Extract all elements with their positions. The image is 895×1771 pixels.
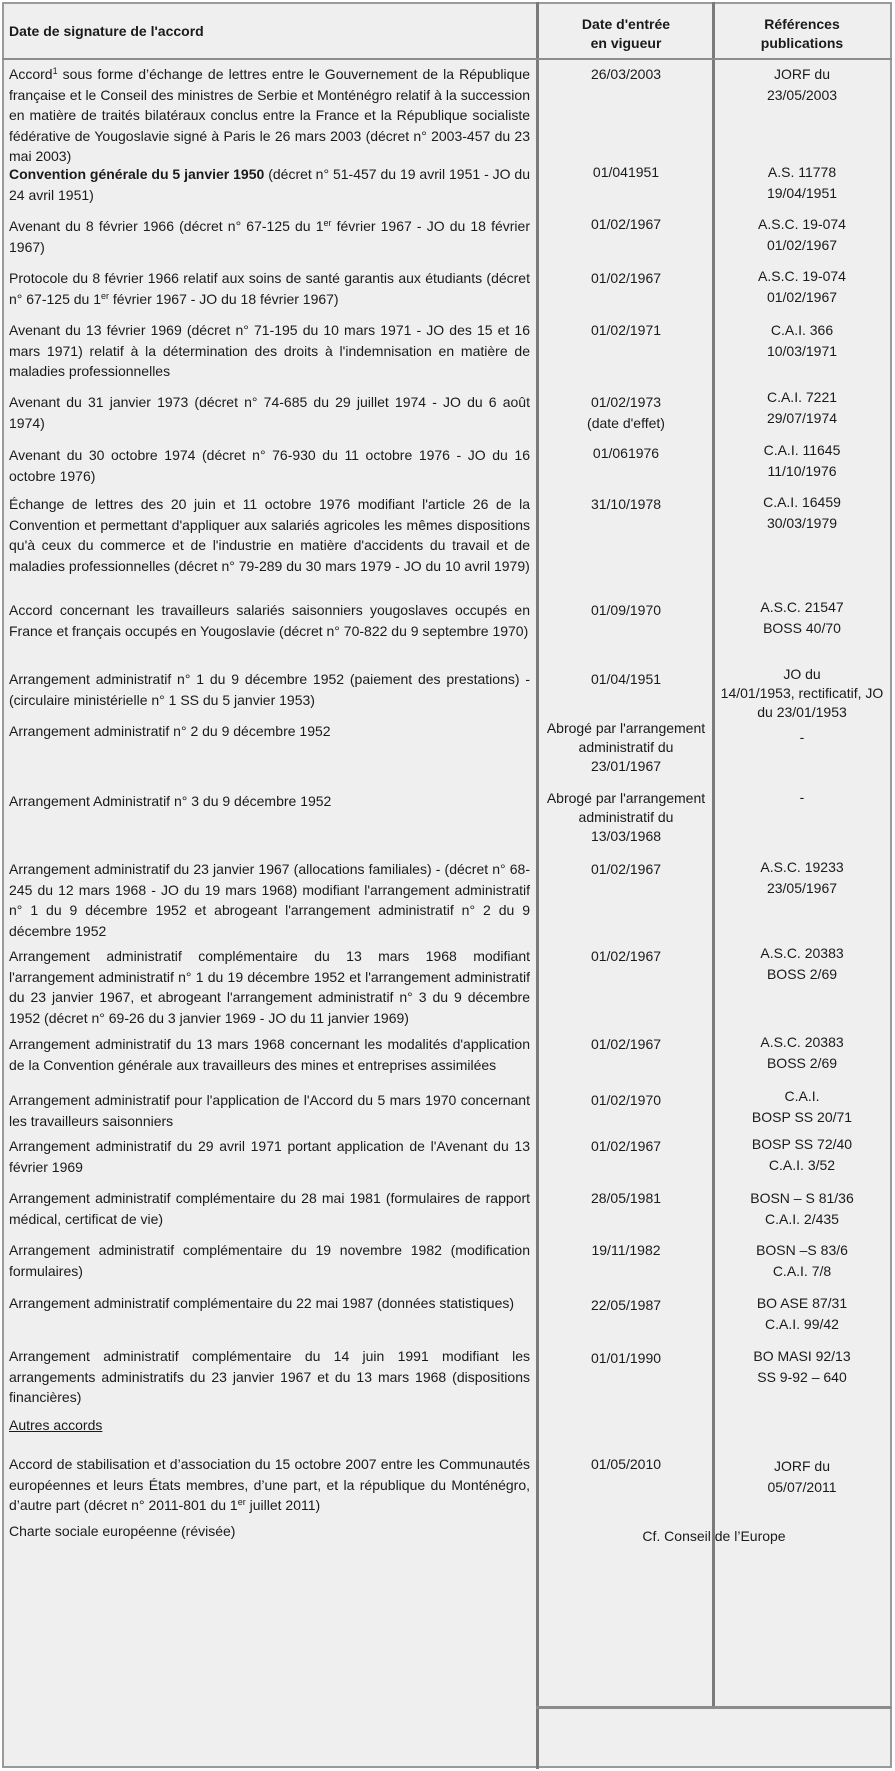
publication-ref: BOSP SS 72/40 C.A.I. 3/52	[751, 1136, 853, 1173]
entry-date: 01/02/1967	[590, 216, 662, 232]
publication-ref: BOSN –S 83/6 C.A.I. 7/8	[756, 1242, 848, 1279]
entry-date: 01/05/2010	[590, 1456, 662, 1472]
entry-date: 01/02/1973 (date d'effet)	[587, 394, 665, 431]
entry-date: 28/05/1981	[590, 1190, 662, 1206]
council-of-europe-ref: Cf. Conseil de l’Europe	[642, 1528, 786, 1544]
table-row: Convention générale du 5 janvier 1950 (décret n° 51-457 du 19 avril 1951 - JO du 24 avril 1951)	[9, 166, 531, 203]
entry-date: 01/01/1990	[590, 1350, 662, 1366]
entry-date: 26/03/2003	[590, 66, 662, 82]
row-divider	[536, 1706, 892, 1709]
publication-ref: BOSN – S 81/36 C.A.I. 2/435	[750, 1190, 854, 1227]
table-row: Arrangement administratif complémentaire du 13 mars 1968 modifiant l'arrangement administratif n° 1 du 19 décembre 1952 et l'arrangement administratif du 23 janvier 1967, et abrogeant l'arrangement administratif n° 3 du 9 décembre 1952 (décret n° 69-26 du 3 janvier 1969 - JO du 11 janvier 1969)	[9, 948, 530, 1026]
publication-ref: BO ASE 87/31 C.A.I. 99/42	[756, 1295, 848, 1332]
table-row: Arrangement administratif n° 2 du 9 décembre 1952	[9, 723, 331, 739]
publication-ref: -	[799, 789, 805, 805]
table-row: Arrangement administratif du 23 janvier 1967 (allocations familiales) - (décret n° 68-245 du 12 mars 1968 - JO du 19 mars 1968) modifiant l'arrangement administratif n° 1 du 9 décembre 1952 et abrogeant l'arrangement administratif n° 2 du 9 décembre 1952	[9, 861, 530, 939]
entry-date: 01/02/1967	[590, 1138, 662, 1154]
entry-date: 01/02/1967	[590, 948, 662, 964]
publication-ref: BO MASI 92/13 SS 9-92 – 640	[753, 1348, 851, 1385]
publication-ref: A.S.C. 19-074 01/02/1967	[758, 216, 846, 253]
publication-ref: A.S.C. 20383 BOSS 2/69	[760, 1034, 844, 1071]
table-row: Arrangement administratif complémentaire du 19 novembre 1982 (modification formulaires)	[9, 1242, 530, 1279]
entry-date: 22/05/1987	[590, 1297, 662, 1313]
publication-ref: C.A.I. BOSP SS 20/71	[751, 1088, 853, 1125]
entry-date: 01/02/1967	[590, 861, 662, 877]
publication-ref: C.A.I. 11645 11/10/1976	[763, 442, 841, 479]
entry-date: 01/02/1967	[590, 270, 662, 286]
table-row: Arrangement administratif du 29 avril 1971 portant application de l'Avenant du 13 février 1969	[9, 1138, 530, 1175]
table-row: Avenant du 8 février 1966 (décret n° 67-125 du 1er février 1967 - JO du 18 février 1967)	[9, 218, 530, 255]
publication-ref: JORF du 05/07/2011	[767, 1458, 837, 1495]
table-row: Arrangement Administratif n° 3 du 9 décembre 1952	[9, 793, 332, 809]
entry-date: 01/061976	[592, 445, 660, 461]
publication-ref: A.S.C. 21547 BOSS 40/70	[760, 599, 844, 636]
table-row: Accord concernant les travailleurs salariés saisonniers yougoslaves occupés en France et français occupés en Yougoslavie (décret n° 70-822 du 9 septembre 1970)	[9, 602, 530, 639]
entry-date: Abrogé par l'arrangement administratif du 23/01/1967	[546, 720, 706, 774]
publication-ref: -	[799, 729, 805, 745]
entry-date: 01/041951	[592, 164, 660, 180]
publication-ref: A.S.C. 19233 23/05/1967	[760, 859, 844, 896]
column-divider	[536, 2, 539, 1769]
publication-ref: A.S.C. 19-074 01/02/1967	[758, 268, 846, 305]
table-row: Protocole du 8 février 1966 relatif aux soins de santé garantis aux étudiants (décret n° 67-125 du 1er février 1967 - JO du 18 février 1967)	[9, 270, 530, 307]
table-row: Avenant du 31 janvier 1973 (décret n° 74-685 du 29 juillet 1974 - JO du 6 août 1974)	[9, 394, 530, 431]
publication-ref: C.A.I. 366 10/03/1971	[766, 322, 838, 359]
column-divider	[712, 2, 715, 1708]
header-publication-refs: Références publications	[760, 16, 844, 51]
header-entry-date: Date d'entrée en vigueur	[581, 16, 671, 51]
table-row: Arrangement administratif n° 1 du 9 décembre 1952 (paiement des prestations) - (circulaire ministérielle n° 1 SS du 5 janvier 1953)	[9, 671, 530, 708]
entry-date: 01/09/1970	[590, 602, 662, 618]
table-row: Arrangement administratif du 13 mars 1968 concernant les modalités d'application de la Convention générale aux travailleurs des mines et entreprises assimilées	[9, 1036, 530, 1073]
entry-date: 01/02/1970	[590, 1092, 662, 1108]
publication-ref: JO du 14/01/1953, rectificatif, JO du 23/01/1953	[720, 666, 884, 720]
section-heading: Autres accords	[9, 1417, 103, 1433]
entry-date: 01/02/1971	[590, 322, 662, 338]
table-row: Arrangement administratif complémentaire du 22 mai 1987 (données statistiques)	[9, 1295, 515, 1311]
entry-date: Abrogé par l'arrangement administratif du 13/03/1968	[546, 790, 706, 844]
table-row: Charte sociale européenne (révisée)	[9, 1523, 236, 1539]
table-row: Accord$^1$ sous forme d’échange de lettres entre le Gouvernement de la République française et le Conseil des ministres de Serbie et Monténégro relatif à la succession en matière de traités bilatéraux conclus entre la France et la République socialiste fédérative de Yougoslavie signé à Paris le 26 mars 2003 (décret n° 2003-457 du 23 mai 2003)	[9, 66, 530, 164]
header-divider	[2, 58, 892, 60]
entry-date: 31/10/1978	[590, 496, 662, 512]
publication-ref: A.S. 11778 19/04/1951	[766, 164, 838, 201]
publication-ref: C.A.I. 7221 29/07/1974	[766, 389, 838, 426]
publication-ref: JORF du 23/05/2003	[766, 66, 838, 103]
entry-date: 01/02/1967	[590, 1036, 662, 1052]
entry-date: 01/04/1951	[590, 671, 662, 687]
publication-ref: A.S.C. 20383 BOSS 2/69	[760, 945, 844, 982]
table-row: Arrangement administratif pour l'application de l'Accord du 5 mars 1970 concernant les travailleurs saisonniers	[9, 1092, 530, 1129]
table-row: Échange de lettres des 20 juin et 11 octobre 1976 modifiant l'article 26 de la Convention et permettant d'appliquer aux salariés agricoles les mêmes dispositions qu'à ceux du commerce et de l'industrie en matière d'accidents du travail et de maladies professionnelles (décret n° 79-289 du 30 mars 1979 - JO du 10 avril 1979)	[9, 496, 530, 574]
entry-date: 19/11/1982	[591, 1242, 661, 1258]
publication-ref: C.A.I. 16459 30/03/1979	[763, 494, 841, 531]
table-row: Arrangement administratif complémentaire du 14 juin 1991 modifiant les arrangements administratifs du 23 janvier 1967 et du 13 mars 1968 (dispositions financières)	[9, 1348, 530, 1405]
table-row: Arrangement administratif complémentaire du 28 mai 1981 (formulaires de rapport médical, certificat de vie)	[9, 1190, 530, 1227]
header-signature-date: Date de signature de l'accord	[9, 23, 204, 39]
table-row: Avenant du 30 octobre 1974 (décret n° 76-930 du 11 octobre 1976 - JO du 16 octobre 1976)	[9, 447, 530, 484]
table-row: Avenant du 13 février 1969 (décret n° 71-195 du 10 mars 1971 - JO des 15 et 16 mars 1971) relatif à la détermination des droits à l'indemnisation en matière de maladies professionnelles	[9, 322, 530, 379]
table-row: Accord de stabilisation et d’association du 15 octobre 2007 entre les Communautés européennes et leurs États membres, d’une part, et la république du Monténégro, d’autre part (décret n° 2011-801 du 1er juillet 2011)	[9, 1456, 530, 1513]
